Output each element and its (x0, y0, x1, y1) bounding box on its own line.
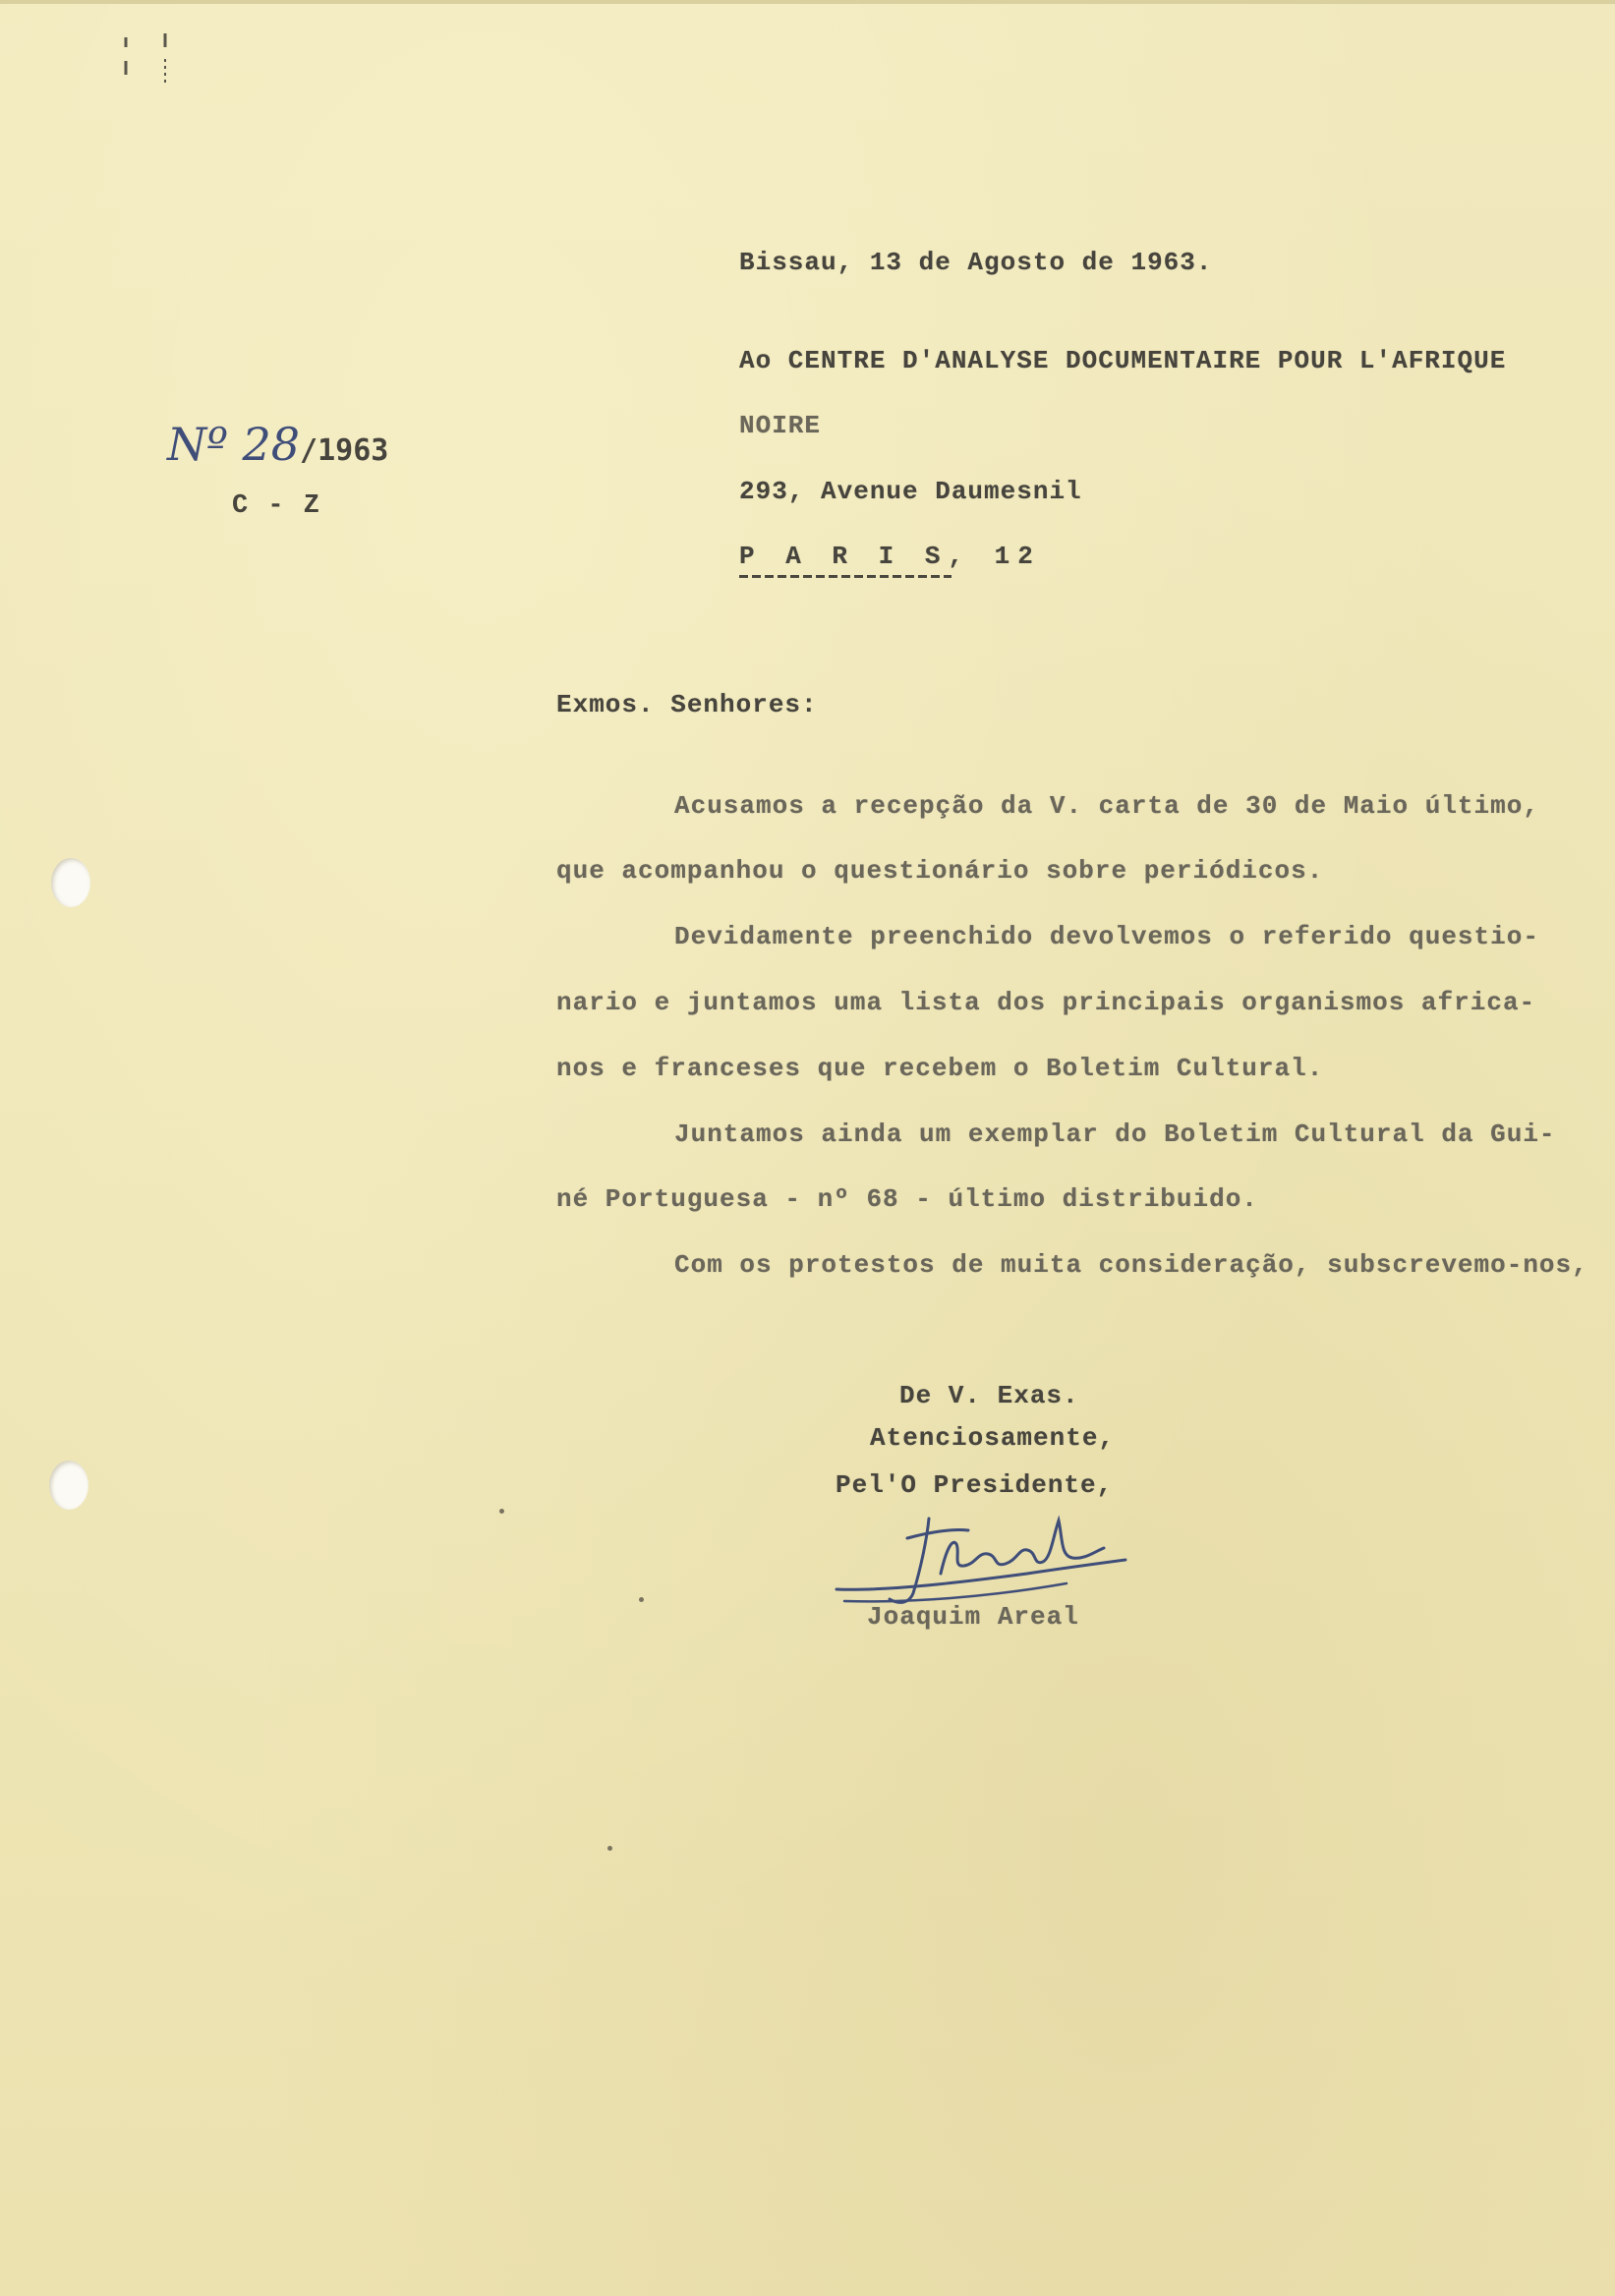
body-line: nos e franceses que recebem o Boletim Cultural. (556, 1054, 1324, 1083)
recipient-line-2: NOIRE (739, 411, 822, 440)
punch-hole-top (51, 858, 90, 907)
salutation: Exmos. Senhores: (556, 690, 818, 719)
recipient-city-underline (739, 575, 952, 578)
closing-line-1: De V. Exas. (899, 1381, 1079, 1410)
closing-line-3: Pel'O Presidente, (836, 1470, 1114, 1500)
signatory-name: Joaquim Areal (867, 1602, 1079, 1632)
margin-reference-code: C - Z (232, 491, 322, 521)
closing-line-2: Atenciosamente, (870, 1423, 1116, 1453)
body-line: Devidamente preenchido devolvemos o referido questio- (674, 922, 1539, 951)
punch-hole-bottom (49, 1461, 88, 1510)
staple-marks (118, 29, 177, 88)
handwritten-signature (831, 1509, 1145, 1617)
body-line: nario e juntamos uma lista dos principais organismos africa- (556, 988, 1536, 1017)
body-line: Com os protestos de muita consideração, subscrevemo-nos, (674, 1250, 1588, 1280)
body-line: que acompanhou o questionário sobre periódicos. (556, 856, 1324, 886)
recipient-city: P A R I S, 12 (739, 542, 1041, 571)
paper-speck (499, 1509, 504, 1514)
page-top-edge (0, 0, 1615, 4)
body-line: Juntamos ainda um exemplar do Boletim Cultural da Gui- (674, 1119, 1556, 1149)
place-and-date: Bissau, 13 de Agosto de 1963. (739, 248, 1213, 277)
recipient-line-1: Ao CENTRE D'ANALYSE DOCUMENTAIRE POUR L'AFRIQUE (739, 346, 1507, 375)
reference-number: Nº 28 (167, 418, 301, 471)
paper-speck (639, 1597, 644, 1602)
recipient-street: 293, Avenue Daumesnil (739, 477, 1082, 506)
body-line: né Portuguesa - nº 68 - último distribuido. (556, 1184, 1258, 1214)
reference-year: /1963 (300, 433, 389, 468)
body-line: Acusamos a recepção da V. carta de 30 de Maio último, (674, 791, 1539, 821)
paper-speck (607, 1846, 612, 1851)
margin-reference-number (167, 418, 388, 471)
